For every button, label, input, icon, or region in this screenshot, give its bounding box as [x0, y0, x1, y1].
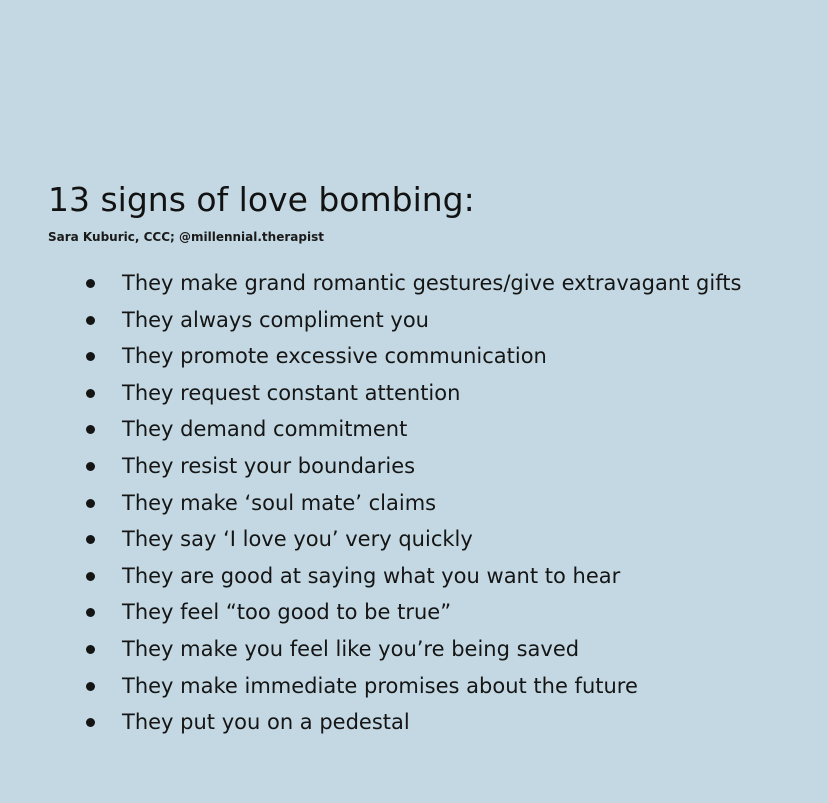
bullet-icon: [86, 535, 95, 544]
list-item: [48, 631, 818, 668]
list-item-text: They put you on a pedestal: [122, 710, 410, 735]
bullet-icon: [86, 425, 95, 434]
list-item: [48, 448, 818, 485]
bullet-icon: [86, 389, 95, 398]
list-item: [48, 375, 818, 412]
bullet-icon: [86, 462, 95, 471]
page-title: 13 signs of love bombing:: [48, 180, 475, 219]
list-item-text: They make ‘soul mate’ claims: [122, 490, 437, 515]
bullet-icon: [86, 608, 95, 617]
list-item: [48, 302, 818, 339]
list-item-text: They make immediate promises about the future: [122, 673, 638, 698]
bullet-icon: [86, 572, 95, 581]
list-item-text: They always compliment you: [122, 307, 429, 332]
list-item-text: They make grand romantic gestures/give extravagant gifts: [122, 271, 742, 295]
list-item-text: They feel “too good to be true”: [122, 600, 452, 625]
list-item: [48, 594, 818, 631]
list-item-text: They promote excessive communication: [122, 344, 547, 369]
list-item: [48, 704, 818, 741]
bullet-icon: [86, 352, 95, 361]
list-item: [48, 668, 818, 705]
bullet-icon: [86, 645, 95, 654]
bullet-icon: [86, 718, 95, 727]
list-item: [48, 265, 818, 302]
list-item-text: They resist your boundaries: [122, 453, 416, 478]
list-item-text: They demand commitment: [122, 417, 408, 442]
list-item: [48, 485, 818, 522]
list-item-text: They are good at saying what you want to hear: [122, 563, 621, 588]
list-item-text: They make you feel like you’re being saved: [122, 636, 580, 661]
list-item: [48, 521, 818, 558]
post-content: [48, 174, 818, 741]
list-item: [48, 558, 818, 595]
list-item-text: They say ‘I love you’ very quickly: [122, 527, 473, 552]
list-item: [48, 411, 818, 448]
bullet-icon: [86, 316, 95, 325]
list-item-text: They request constant attention: [122, 380, 461, 405]
list-item: [48, 338, 818, 375]
signs-list: [48, 265, 818, 741]
bullet-icon: [86, 682, 95, 691]
bullet-icon: [86, 279, 95, 288]
bullet-icon: [86, 499, 95, 508]
author-credit: Sara Kuburic, CCC; @millennial.therapist: [48, 230, 324, 244]
